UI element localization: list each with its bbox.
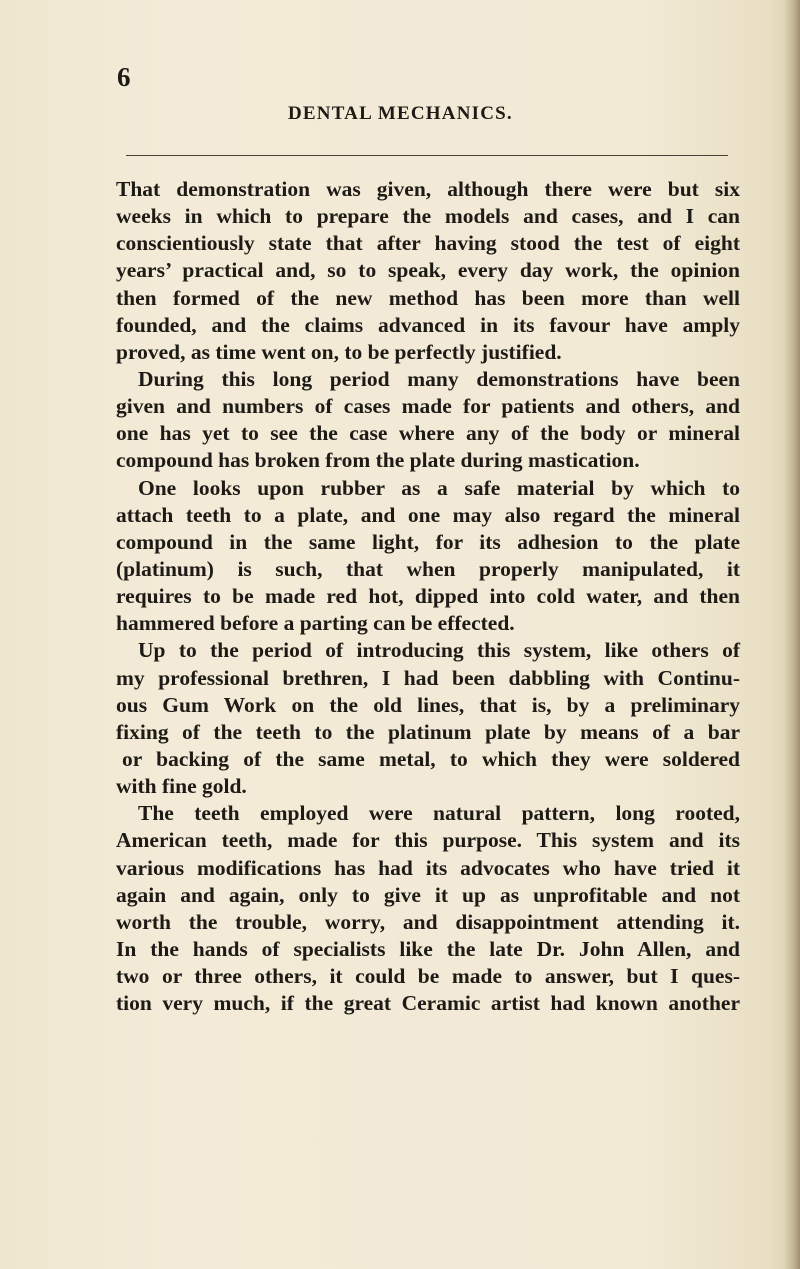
text-line: one has yet to see the case where any of the body or mineral [116,421,740,446]
text-line: In the hands of specialists like the late Dr. John Allen, and [116,936,740,961]
text-line: The teeth employed were natural pattern, long rooted, [138,801,740,826]
text-line: two or three others, it could be made to answer, but I ques- [116,964,740,989]
text-line: proved, as time went on, to be perfectly justified. [116,339,562,364]
text-line: attach teeth to a plate, and one may also regard the mineral [116,502,740,527]
text-line: requires to be made red hot, dipped into cold water, and then [116,584,740,609]
text-line: founded, and the claims advanced in its favour have amply [116,312,740,337]
header-rule [126,155,728,156]
text-line: compound has broken from the plate during mastication. [116,448,640,473]
text-line: American teeth, made for this purpose. This system and its [116,828,740,853]
text-line: hammered before a parting can be effected. [116,611,515,636]
text-line: with fine gold. [116,774,247,799]
text-line: again and again, only to give it up as unprofitable and not [116,882,740,907]
text-line: conscientiously state that after having stood the test of eight [116,231,740,256]
body-text [116,176,740,1017]
text-line: or backing of the same metal, to which they were soldered [122,746,740,771]
text-line: various modifications has had its advocates who have tried it [116,855,740,880]
text-line: fixing of the teeth to the platinum plate by means of a bar [116,719,740,744]
text-line: During this long period many demonstrations have been [138,366,740,391]
text-line: tion very much, if the great Ceramic artist had known another [116,991,740,1016]
text-line: then formed of the new method has been more than well [116,285,740,310]
text-line: Up to the period of introducing this system, like others of [138,638,740,663]
text-line: ous Gum Work on the old lines, that is, by a preliminary [116,692,740,717]
text-line: compound in the same light, for its adhesion to the plate [116,529,740,554]
text-line: weeks in which to prepare the models and cases, and I can [116,204,740,229]
text-line: worth the trouble, worry, and disappointment attending it. [116,909,740,934]
text-line: given and numbers of cases made for patients and others, and [116,394,740,419]
text-line: That demonstration was given, although there were but six [116,177,740,201]
text-line: One looks upon rubber as a safe material by which to [138,475,740,500]
running-title: DENTAL MECHANICS. [288,103,513,124]
text-line: my professional brethren, I had been dabbling with Continu- [116,665,740,690]
page-edge-shadow [784,0,800,1269]
text-line: (platinum) is such, that when properly manipulated, it [116,556,740,581]
text-line: years’ practical and, so to speak, every day work, the opinion [116,258,740,283]
page-number: 6 [117,62,131,92]
